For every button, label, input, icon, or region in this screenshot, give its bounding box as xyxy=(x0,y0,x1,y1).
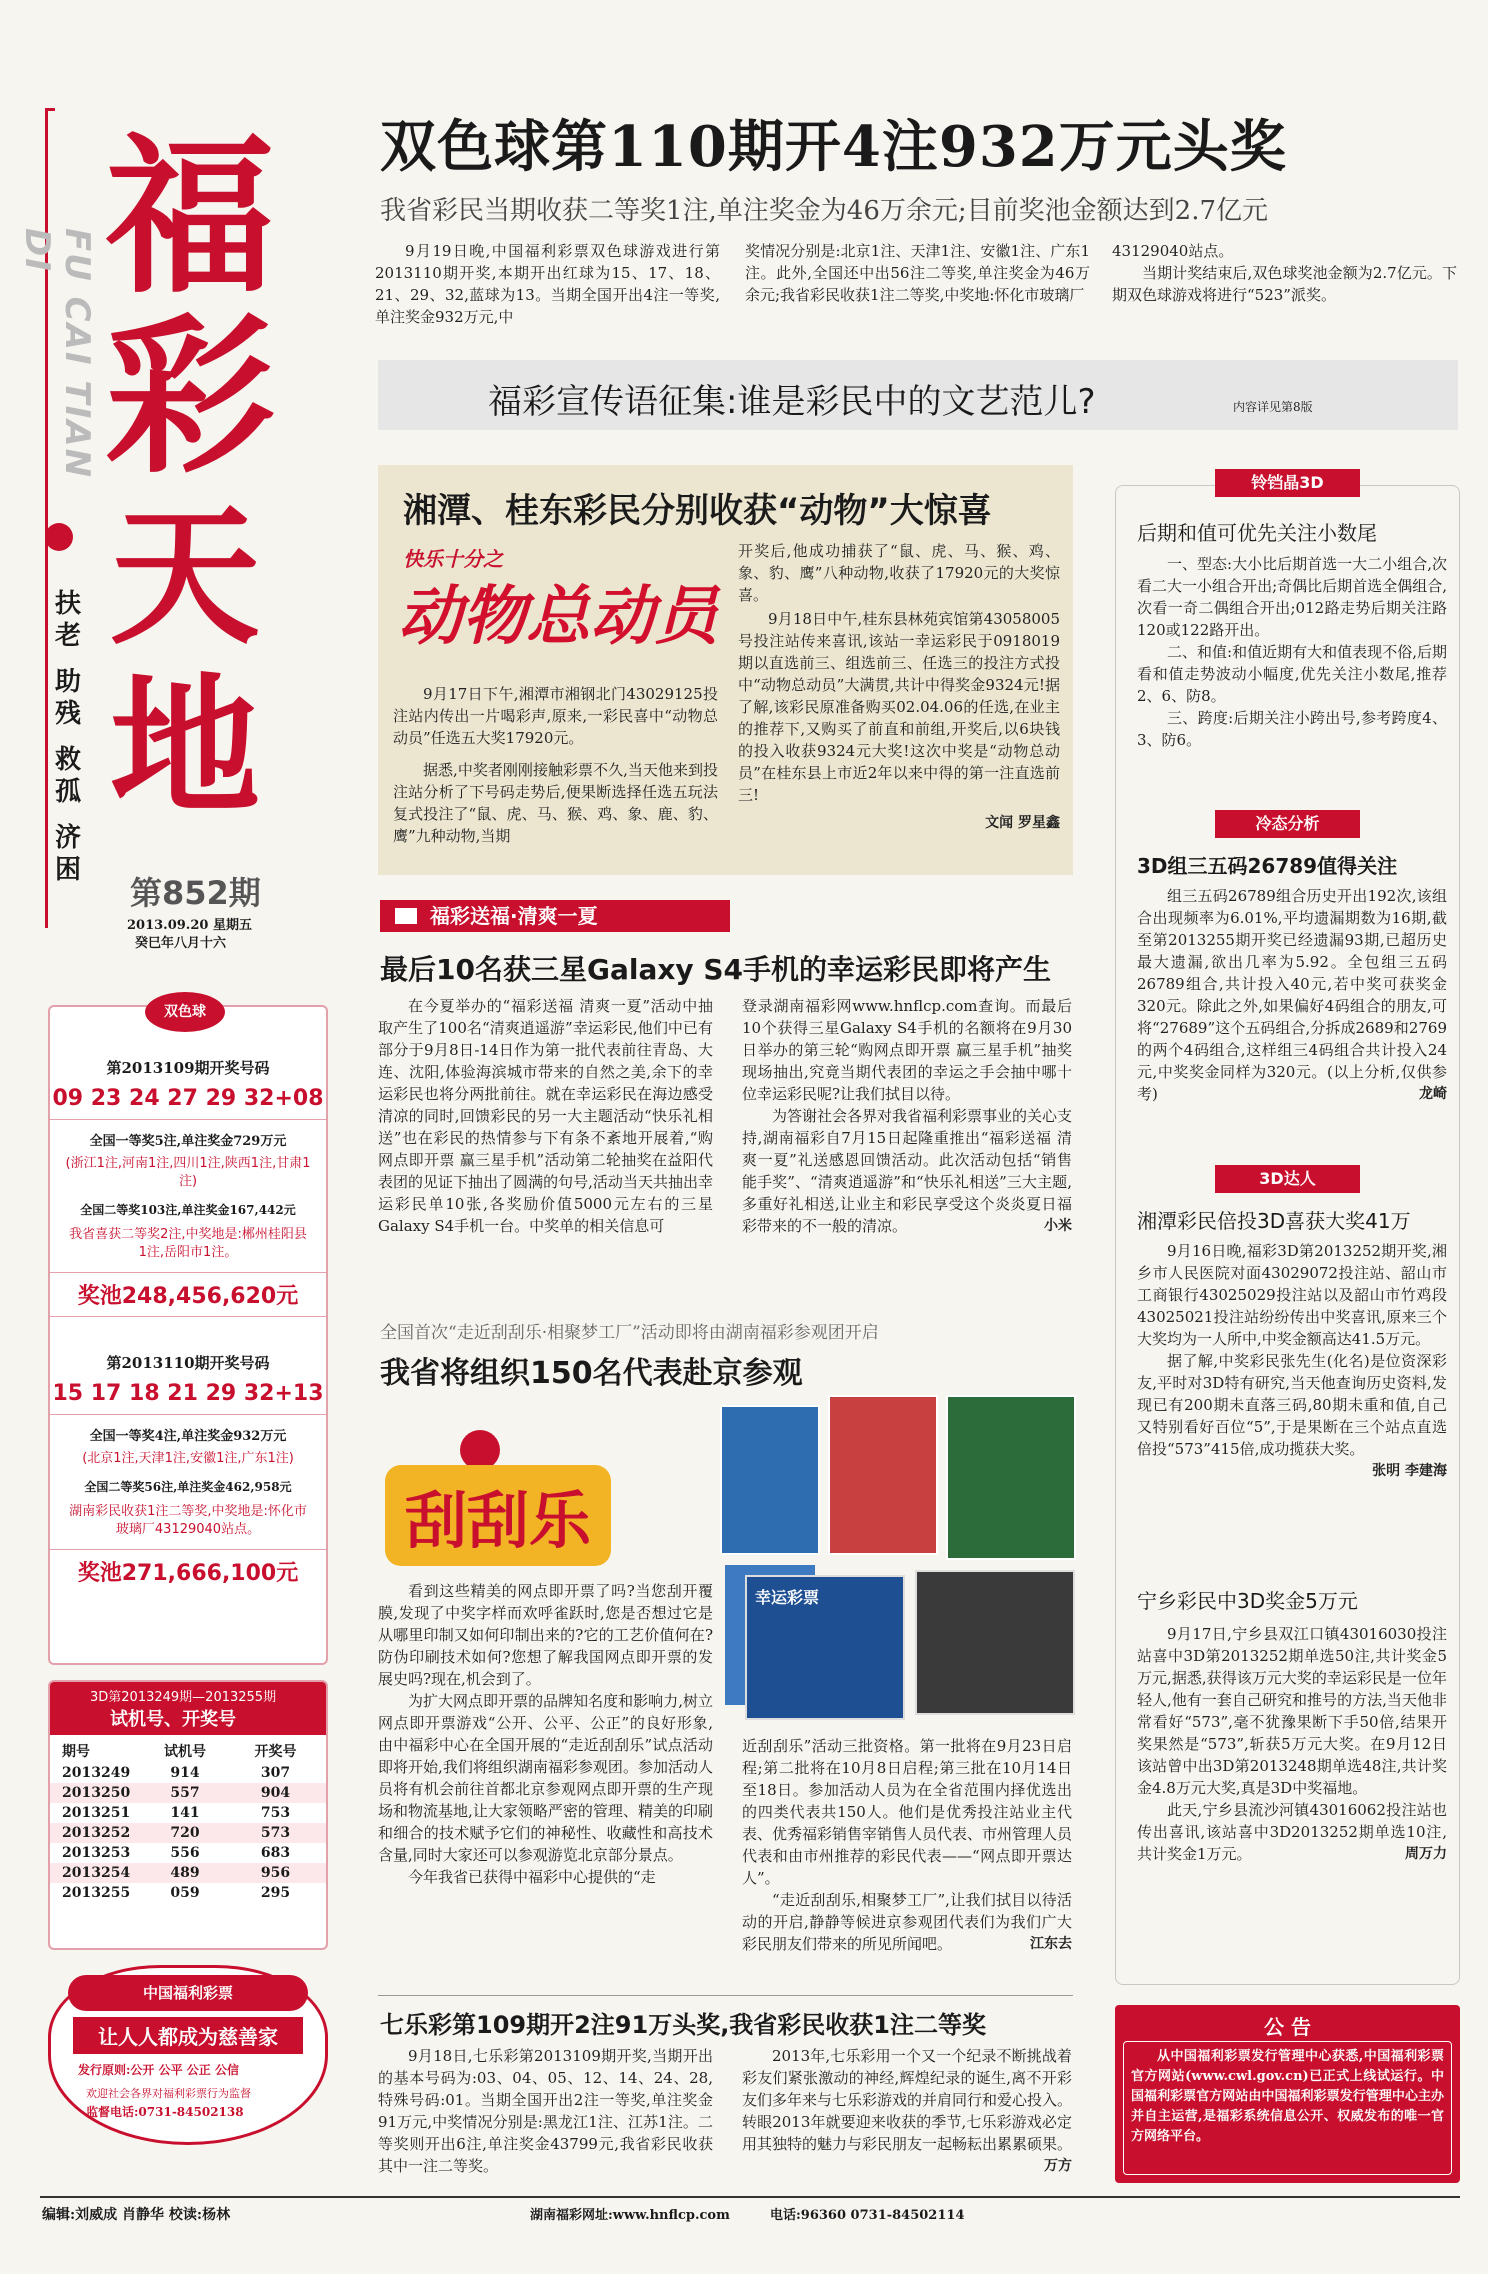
ticket-label: 幸运彩票 xyxy=(755,1588,820,1607)
draw2-numbers: 15 17 18 21 29 32+13 xyxy=(50,1381,326,1415)
row-test-number: 141 xyxy=(170,1805,200,1821)
masthead-char-cai: 彩 xyxy=(105,299,276,497)
r1-body: 一、型态:大小比后期首选一大二小组合,次看二大一小组合开出;奇偶比后期首选全偶组合,次看一奇二偶组合开出;012路走势后期关注路120或122路开出。 二、和值:和值近期有大和值表现不俗,后期看和值走势波动小幅度,优先关注小数尾,推荐2、6、防8。 三、跨度:后期关注小跨出号,参考跨度4、3、防6。 xyxy=(1137,555,1447,749)
ticket-image-6 xyxy=(915,1570,1075,1715)
table-row xyxy=(50,1843,326,1863)
row-draw-number: 307 xyxy=(260,1765,291,1781)
table-row xyxy=(50,1763,326,1783)
masthead-char-di: 地 xyxy=(110,661,261,835)
draw2-first: 全国一等奖4注,单注奖金932万元 xyxy=(89,1429,287,1444)
promo-logo-text: 中国福利彩票 xyxy=(142,1984,233,2002)
r3-body: 9月16日晚,福彩3D第2013252期开奖,湘乡市人民医院对面43029072投注站、韶山市工商银行43025029投注站以及韶山市竹鸡段43025021投注站纷纷传出中奖喜讯,原来三个大奖均为一人所中,中奖金额高达41.5万元。 据了解,中奖彩民张先生(化名)是位资深彩友,平时对3D特有研究,当天他查询历史资料,发现已有200期未直落三码,80期未重和值,自己又特别看好百位“5”,于是果断在三个站点直选倍投“573”415倍,成功揽获大奖。 张明 李建海 xyxy=(1137,1242,1447,1479)
summer-tag-icon xyxy=(395,908,417,924)
promo-logo xyxy=(68,1975,308,2011)
issue-number: 第852期 xyxy=(130,874,261,912)
notice-text: 从中国福利彩票发行管理中心获悉,中国福利彩票官方网站(www.cwl.gov.cn)已正式上线试运行。中国福利彩票官方网站由中国福利彩票发行管理中心主办并自主运营,是福彩系统信息公开、权威发布的唯一官方网络平台。 xyxy=(1131,2049,1444,2144)
summer-col-2: 登录湖南福彩网www.hnflcp.com查询。而最后10个获得三星Galaxy S4手机的名额将在9月30日举办的第三轮“购网点即开票 赢三星手机”抽奖现场抽出,究竟当期代表团的幸运之手会抽中哪十位幸运彩民呢?让我们拭目以待。 为答谢社会各界对我省福利彩票事业的关心支持,湖南福彩自7月15日起隆重推出“福彩送福 清爽一夏”礼送感恩回馈活动。此次活动包括“销售能手奖”、“清爽逍遥游”和“快乐礼相送”三大主题,多重好礼相送,让业主和彩民享受这个炎炎夏日福彩带来的不一般的清凉。 小米 xyxy=(742,997,1073,1235)
threed-table xyxy=(50,1739,326,1903)
promo-box xyxy=(48,1965,328,2145)
right-column xyxy=(1115,465,1460,1995)
scratch-logo xyxy=(380,1415,680,1565)
animal-logo-main: 动物总动员 xyxy=(398,580,718,654)
r3-title: 湘潭彩民倍投3D喜获大奖41万 xyxy=(1137,1209,1411,1233)
threed-table-body xyxy=(50,1763,326,1903)
ssq-results-box xyxy=(48,1005,328,1665)
draw2-second: 全国二等奖56注,单注奖金462,958元 xyxy=(84,1480,292,1494)
draw2-title: 第2013110期开奖号码 xyxy=(106,1354,270,1372)
row-test-number: 720 xyxy=(170,1825,200,1841)
r4-body: 9月17日,宁乡县双江口镇43016030投注站喜中3D第2013252期单选50注,共计奖金5万元,据悉,获得该万元大奖的幸运彩民是一位年轻人,他有一套自己研究和推号的方法,当天他非常看好“573”,毫不犹豫果断下手50倍,结果开奖果然是“573”,斩获5万元大奖。在9月12日该站曾中出3D第2013248期单选48注,共计奖金4.8万元大奖,真是3D中奖福地。 此天,宁乡县流沙河镇43016062投注站也传出喜讯,该站喜中3D2013252期单选10注,共计奖金1万元。 周万力 xyxy=(1137,1625,1447,1863)
masthead-char-fu: 福 xyxy=(105,119,276,317)
scratch-logo-icon xyxy=(460,1430,500,1470)
masthead xyxy=(17,108,315,953)
footer-site: 湖南福彩网址:www.hnflcp.com xyxy=(530,2208,730,2223)
draw1-numbers: 09 23 24 27 29 32+08 xyxy=(50,1086,326,1120)
slogan-3: 救孤 xyxy=(55,745,82,807)
row-test-number: 059 xyxy=(170,1885,200,1901)
lead-col-3: 43129040站点。 当期计奖结束后,双色球奖池金额为2.7亿元。下期双色球游戏将进行“523”派奖。 xyxy=(1112,242,1457,304)
ssq-draw2 xyxy=(50,1352,326,1593)
slogan-2: 助残 xyxy=(55,667,82,729)
threed-title-1: 3D第2013249期—2013255期 xyxy=(90,1690,277,1705)
summer-tag-text: 福彩送福·清爽一夏 xyxy=(430,904,598,928)
r2-body: 组三五码26789组合历史开出192次,该组合出现频率为6.01%,平均遗漏期数为16期,截至第2013255期开奖已经遗漏93期,已超历史最大遗漏,欲出几率为5.92。全包组三五码26789组合,共计投入40元,若中奖可获奖金320元。除此之外,如果偏好4码组合的朋友,可将“27689”这个五码组合,分拆成2689和2769的两个4码组合,这样组三4码组合共计投入24元,中奖奖金同样为320元。(以上分析,仅供参考) 龙崎 xyxy=(1137,887,1447,1103)
draw1-pool: 奖池248,456,620元 xyxy=(50,1272,326,1317)
row-draw-number: 573 xyxy=(260,1825,291,1841)
summer-headline: 最后10名获三星Galaxy S4手机的幸运彩民即将产生 xyxy=(380,953,1052,986)
row-test-number: 556 xyxy=(170,1845,200,1861)
masthead-pinyin: FU CAI TIAN DI xyxy=(17,228,97,480)
ticket-image-3 xyxy=(946,1395,1076,1560)
tag-3d-bell: 铃铛晶3D xyxy=(1215,469,1360,497)
tag-cold-analysis: 冷态分析 xyxy=(1215,810,1360,838)
tag-3d-expert: 3D达人 xyxy=(1215,1165,1360,1193)
table-row xyxy=(50,1783,326,1803)
animal-section xyxy=(378,465,1073,875)
promo-line1: 欢迎社会各界对福利彩票行为监督 xyxy=(86,2087,251,2100)
threed-title-2: 试机号、开奖号 xyxy=(110,1709,236,1730)
row-draw-number: 753 xyxy=(260,1805,291,1821)
table-row xyxy=(50,1823,326,1843)
draw1-title: 第2013109期开奖号码 xyxy=(106,1059,270,1077)
lead-headline: 双色球第110期开4注932万元头奖 xyxy=(380,114,1287,180)
masthead-char-tian: 天 xyxy=(110,491,261,665)
promo-line2: 监督电话:0731-84502138 xyxy=(86,2105,244,2119)
banner-note: 内容详见第8版 xyxy=(1233,400,1313,414)
animal-logo xyxy=(398,543,718,658)
th-test: 试机号 xyxy=(164,1744,206,1760)
r1-title: 后期和值可优先关注小数尾 xyxy=(1137,521,1377,545)
row-issue: 2013254 xyxy=(62,1865,131,1881)
animal-col-1: 9月17日下午,湘潭市湘钢北门43029125投注站内传出一片喝彩声,原来,一彩民喜中“动物总动员”任选五大奖17920元。 据悉,中奖者刚刚接触彩票不久,当天他来到投注站分析了下号码走势后,便果断选择任选五玩法复式投注了“鼠、虎、马、猴、鸡、象、鹿、豹、鹰”九种动物,当期 xyxy=(393,685,718,845)
slogan-4: 济困 xyxy=(55,823,82,885)
footer-editors: 编辑:刘威成 肖静华 校读:杨林 xyxy=(42,2207,231,2223)
scratch-logo-text: 刮刮乐 xyxy=(385,1465,611,1566)
lottery-logo-icon xyxy=(45,523,73,551)
row-test-number: 489 xyxy=(170,1865,200,1881)
scratch-col-1: 看到这些精美的网点即开票了吗?当您刮开覆膜,发现了中奖字样而欢呼雀跃时,您是否想过它是从哪里印制又如何印制出来的?它的工艺价值何在?防伪印刷技术如何?您想了解我国网点即开票的发展史吗?现在,机会到了。 为扩大网点即开票的品牌知名度和影响力,树立网点即开票游戏“公开、公平、公正”的良好形象,由中福彩中心在全国开展的“走近刮刮乐”试点活动即将开始,我们将组织湖南福彩参观团。参加活动人员将有机会前往首都北京参观网点即开票的生产现场和物流基地,让大家领略严密的管理、精美的印刷和细合的技术赋予它们的神秘性、收藏性和高技术含量,同时大家还可以参观游览北京部分景点。 今年我省已获得中福彩中心提供的“走 xyxy=(378,1582,713,1886)
ssq-logo: 双色球 xyxy=(145,992,225,1032)
row-draw-number: 904 xyxy=(260,1785,291,1801)
row-issue: 2013253 xyxy=(62,1845,131,1861)
th-draw: 开奖号 xyxy=(254,1744,297,1760)
footer-rule xyxy=(40,2196,1460,2198)
banner-text: 福彩宣传语征集:谁是彩民中的文艺范儿? xyxy=(488,382,1096,422)
ticket-image-2 xyxy=(828,1395,938,1555)
th-issue: 期号 xyxy=(62,1744,90,1760)
lead-col-2: 奖情况分别是:北京1注、天津1注、安徽1注、广东1注。此外,全国还中出56注二等奖,单注奖金为46万余元;我省彩民收获1注二等奖,中奖地:怀化市玻璃厂 xyxy=(745,242,1090,304)
r4-title: 宁乡彩民中3D奖金5万元 xyxy=(1137,1589,1358,1613)
notice-title: 公 告 xyxy=(1264,2015,1311,2039)
r2-title: 3D组三五码26789值得关注 xyxy=(1137,854,1398,878)
table-row xyxy=(50,1803,326,1823)
ticket-image-1 xyxy=(720,1405,820,1555)
qlc-col-1: 9月18日,七乐彩第2013109期开奖,当期开出的基本号码为:03、04、05、12、14、24、28,特殊号码:01。当期全国开出2注一等奖,单注奖金91万元,中奖情况分别是:黑龙江1注、江苏1注。二等奖则开出6注,单注奖金43799元,我省彩民收获其中一注二等奖。 xyxy=(378,2047,713,2175)
issue-lunar: 癸巳年八月十六 xyxy=(135,936,227,951)
animal-col-2: 开奖后,他成功捕获了“鼠、虎、马、猴、鸡、象、豹、鹰”八种动物,收获了17920元的大奖惊喜。 9月18日中午,桂东县林苑宾馆第43058005号投注站传来喜讯,该站一幸运彩民于0918019期以直选前三、组选前三、任选三的投注方式投中“动物总动员”大满贯,共计中得奖金9324元!据了解,该彩民原准备购买02.04.06的任选,在业主的推荐下,又购买了前直和前组,开奖后,以6块钱的投入收获9324元大奖!这次中奖是“动物总动员”在桂东县上市近2年以来中得的第一注直选前三! 文闻 罗星鑫 xyxy=(738,542,1060,831)
animal-headline: 湘潭、桂东彩民分别收获“动物”大惊喜 xyxy=(403,491,992,531)
qlc-divider xyxy=(378,1995,1073,1996)
row-draw-number: 956 xyxy=(260,1865,291,1881)
notice-box xyxy=(1115,2005,1460,2183)
scratch-col-2: 近刮刮乐”活动三批资格。第一批将在9月23日启程;第二批将在10月8日启程;第三批在10月14日至18日。参加活动人员为在全省范围内择优选出的四类代表共150人。他们是优秀投注站业主代表、优秀福彩销售宰销售人员代表、市州管理人员代表和由市州推荐的彩民代表——“网点即开票达人”。 “走近刮刮乐,相聚梦工厂”,让我们拭目以待活动的开启,静静等候进京参观团代表们为我们广大彩民朋友们带来的所见所闻吧。 江东去 xyxy=(742,1737,1073,1953)
row-issue: 2013251 xyxy=(62,1805,131,1821)
qlc-col-2: 2013年,七乐彩用一个又一个纪录不断挑战着彩友们紧张激动的神经,辉煌纪录的诞生,离不开彩友们多年来与七乐彩游戏的并肩同行和爱心投入。转眼2013年就要迎来收获的季节,七乐彩游戏必定用其独特的魅力与彩民朋友一起畅耘出累累硕果。 万方 xyxy=(742,2047,1073,2174)
lead-subhead: 我省彩民当期收获二等奖1注,单注奖金为46万余元;目前奖池金额达到2.7亿元 xyxy=(380,196,1268,226)
promo-slogan: 让人人都成为慈善家 xyxy=(73,2017,303,2054)
row-issue: 2013249 xyxy=(62,1765,131,1781)
scratch-kicker: 全国首次“走近刮刮乐·相聚梦工厂”活动即将由湖南福彩参观团开启 xyxy=(380,1323,879,1343)
threed-box xyxy=(48,1680,328,1950)
row-issue: 2013255 xyxy=(62,1885,131,1901)
ssq-draw1 xyxy=(50,1057,326,1317)
ticket-image-5 xyxy=(745,1575,905,1720)
threed-header xyxy=(50,1682,326,1735)
draw2-first-detail: (北京1注,天津1注,安徽1注,广东1注) xyxy=(82,1451,294,1466)
scratch-headline: 我省将组织150名代表赴京参观 xyxy=(380,1356,803,1391)
table-row xyxy=(50,1863,326,1883)
animal-logo-top: 快乐十分之 xyxy=(403,547,503,571)
summer-tag xyxy=(380,900,730,932)
row-test-number: 557 xyxy=(170,1785,200,1801)
row-issue: 2013250 xyxy=(62,1785,131,1801)
threed-table-header xyxy=(50,1739,326,1763)
lead-col-1: 9月19日晚,中国福利彩票双色球游戏进行第2013110期开奖,本期开出红球为15、17、18、21、29、32,蓝球为13。当期全国开出4注一等奖,单注奖金932万元,中 xyxy=(375,242,720,326)
qlc-headline: 七乐彩第109期开2注91万头奖,我省彩民收获1注二等奖 xyxy=(380,2011,987,2039)
draw2-local: 湖南彩民收获1注二等奖,中奖地是:怀化市玻璃厂43129040站点。 xyxy=(69,1504,307,1537)
draw2-pool: 奖池271,666,100元 xyxy=(50,1549,326,1593)
draw1-first: 全国一等奖5注,单注奖金729万元 xyxy=(89,1134,287,1149)
draw1-first-detail: (浙江1注,河南1注,四川1注,陕西1注,甘肃1注) xyxy=(65,1156,311,1189)
summer-col-1: 在今夏举办的“福彩送福 清爽一夏”活动中抽取产生了100名“清爽逍遥游”幸运彩民,他们中已有部分于9月8日-14日作为第一批代表前往青岛、大连、沈阳,体验海滨城市带来的自然之美,余下的幸运彩民也将分两批前往。就在幸运彩民在海边感受清凉的同时,回馈彩民的另一大主题活动“快乐礼相送”也在彩民的热情参与下有条不紊地开展着,“购网点即开票 赢三星手机”活动第二轮抽奖在益阳代表团的见证下抽出了圆满的句号,活动当天共抽出幸运彩民单10张,各奖励价值5000元左右的三星Galaxy S4手机一台。中奖单的相关信息可 xyxy=(378,997,713,1235)
slogan-banner[interactable] xyxy=(378,360,1458,430)
masthead-slogan xyxy=(55,588,95,886)
row-draw-number: 683 xyxy=(260,1845,291,1861)
draw1-second: 全国二等奖103注,单注奖金167,442元 xyxy=(80,1203,296,1217)
table-row xyxy=(50,1883,326,1903)
row-test-number: 914 xyxy=(170,1765,200,1781)
footer-tel: 电话:96360 0731-84502114 xyxy=(770,2208,965,2223)
row-draw-number: 295 xyxy=(260,1885,291,1901)
promo-principle: 发行原则:公开 公平 公正 公信 xyxy=(78,2063,239,2077)
row-issue: 2013252 xyxy=(62,1825,131,1841)
ticket-collage xyxy=(720,1395,1080,1720)
issue-date: 2013.09.20 星期五 xyxy=(127,918,252,933)
slogan-1: 扶老 xyxy=(55,589,82,651)
draw1-local: 我省喜获二等奖2注,中奖地是:郴州桂阳县1注,岳阳市1注。 xyxy=(69,1227,307,1260)
